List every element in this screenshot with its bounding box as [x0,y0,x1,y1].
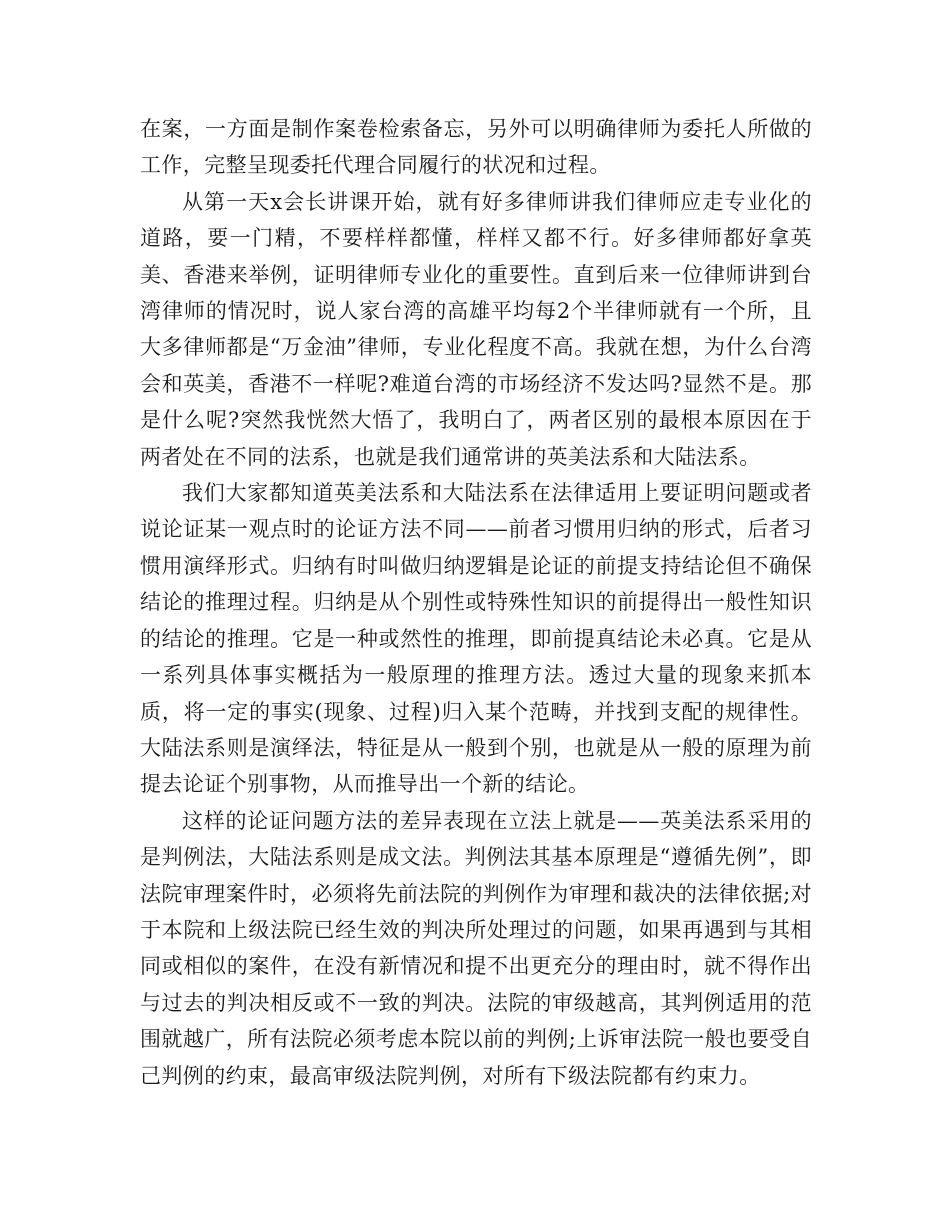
paragraph-induction-deduction: 我们大家都知道英美法系和大陆法系在法律适用上要证明问题或者说论证某一观点时的论证方法不同——前者习惯用归纳的形式，后者习惯用演绎形式。归纳有时叫做归纳逻辑是论证的前提支持结论但不确保结论的推理过程。归纳是从个别性或特殊性知识的前提得出一般性知识的结论的推理。它是一种或然性的推理，即前提真结论未必真。它是从一系列具体事实概括为一般原理的推理方法。透过大量的现象来抓本质，将一定的事实(现象、过程)归入某个范畴，并找到支配的规律性。大陆法系则是演绎法，特征是从一般到个别，也就是从一般的原理为前提去论证个别事物，从而推导出一个新的结论。 [140,481,812,797]
paragraph-case-law: 这样的论证问题方法的差异表现在立法上就是——英美法系采用的是判例法，大陆法系则是成文法。判例法其基本原理是“遵循先例”，即法院审理案件时，必须将先前法院的判例作为审理和裁决的法律依据;对于本院和上级法院已经生效的判决所处理过的问题，如果再遇到与其相同或相似的案件，在没有新情况和提不出更充分的理由时，就不得作出与过去的判决相反或不一致的判决。法院的审级越高，其判例适用的范围就越广，所有法院必须考虑本院以前的判例;上诉审法院一般也要受自己判例的约束，最高审级法院判例，对所有下级法院都有约束力。 [140,808,812,1088]
paragraph-specialization: 从第一天x会长讲课开始，就有好多律师讲我们律师应走专业化的道路，要一门精，不要样样都懂，样样又都不行。好多律师都好拿英美、香港来举例，证明律师专业化的重要性。直到后来一位律师讲到台湾律师的情况时，说人家台湾的高雄平均每2个半律师就有一个所，且大多律师都是“万金油”律师，专业化程度不高。我就在想，为什么台湾会和英美，香港不一样呢?难道台湾的市场经济不发达吗?显然不是。那是什么呢?突然我恍然大悟了，我明白了，两者区别的最根本原因在于两者处在不同的法系，也就是我们通常讲的英美法系和大陆法系。 [140,189,812,469]
document-body [140,111,812,1094]
paragraph-continuation: 在案，一方面是制作案卷检索备忘，另外可以明确律师为委托人所做的工作，完整呈现委托代理合同履行的状况和过程。 [140,117,812,178]
